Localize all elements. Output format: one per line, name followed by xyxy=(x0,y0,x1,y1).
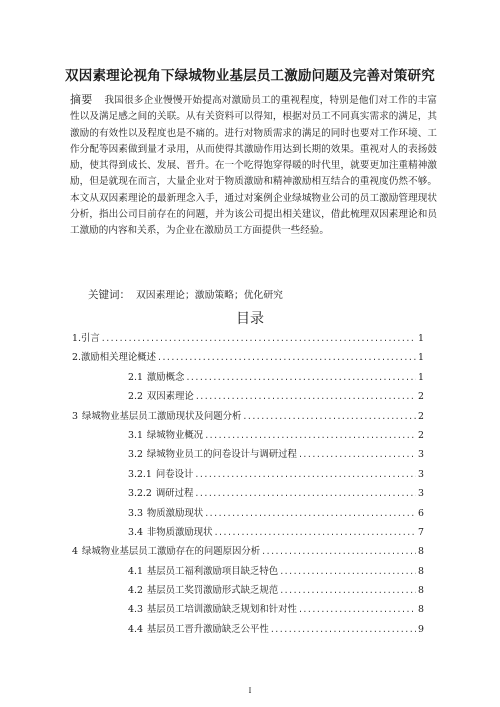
toc-entry-page: 1 xyxy=(418,352,424,364)
toc-entry-title: 绿城物业基层员工激励存在的问题原因分析 xyxy=(81,546,261,558)
toc-entry-number: 3 xyxy=(72,410,78,422)
toc-entry-page: 2 xyxy=(418,391,424,403)
toc-dot-leader xyxy=(196,391,416,402)
toc-entry-title: 调研过程 xyxy=(155,488,194,500)
toc-entry-number: 4.3 xyxy=(128,604,143,616)
toc-entry-title: 双因素理论 xyxy=(146,391,194,403)
toc-entry[interactable] xyxy=(72,446,424,465)
toc-entry-title: 物质激励现状 xyxy=(146,507,204,519)
toc-entry-number: 3.3 xyxy=(128,507,143,519)
toc-entry-number: 2. xyxy=(72,352,81,364)
toc-entry-number: 1. xyxy=(72,333,81,344)
toc-entry-page: 3 xyxy=(418,449,424,461)
toc-entry-title: 基层员工培训激励缺乏规划和针对性 xyxy=(146,604,297,616)
toc-entry-title: 基层员工奖罚激励形式缺乏规范 xyxy=(146,585,279,597)
toc-entry-page: 3 xyxy=(418,488,424,500)
toc-entry-page: 9 xyxy=(418,623,424,635)
toc-entry[interactable] xyxy=(72,369,424,388)
toc-entry[interactable] xyxy=(72,349,424,368)
toc-entry-number: 4.4 xyxy=(128,623,143,635)
abstract-label: 摘要 xyxy=(70,93,93,106)
toc-entry-page: 8 xyxy=(418,565,424,577)
toc-entry-title: 激励概念 xyxy=(146,371,185,383)
toc-entry-page: 8 xyxy=(418,585,424,597)
toc-entry[interactable] xyxy=(72,543,424,562)
toc-entry[interactable] xyxy=(72,388,424,407)
toc-entry[interactable] xyxy=(72,485,424,504)
toc-dot-leader xyxy=(280,566,416,577)
toc-entry-page: 8 xyxy=(418,604,424,616)
toc-entry[interactable] xyxy=(72,427,424,446)
toc-dot-leader xyxy=(205,508,416,519)
toc-entry-number: 3.2 xyxy=(128,449,143,461)
toc-entry-title: 引言 xyxy=(80,333,100,344)
toc-entry-page: 2 xyxy=(418,429,424,441)
abstract xyxy=(70,92,437,240)
toc-dot-leader xyxy=(215,527,416,538)
toc-entry[interactable] xyxy=(72,563,424,582)
toc-dot-leader xyxy=(243,411,416,422)
toc-dot-leader xyxy=(299,604,416,615)
toc-entry-number: 4.2 xyxy=(128,585,143,597)
keywords-label: 关键词： xyxy=(88,289,130,301)
toc-entry-number: 3.1 xyxy=(128,429,143,441)
toc-entry-title: 绿城物业员工的问卷设计与调研过程 xyxy=(146,449,297,461)
toc-entry-page: 3 xyxy=(418,468,424,480)
document-title: 双因素理论视角下绿城物业基层员工激励问题及完善对策研究 xyxy=(65,68,435,84)
toc-entry-number: 3.2.2 xyxy=(128,488,152,500)
toc-dot-leader xyxy=(195,469,416,480)
toc-dot-leader xyxy=(280,585,416,596)
toc-entry-title: 基层员工晋升激励缺乏公平性 xyxy=(146,623,269,635)
toc-entry-page: 2 xyxy=(418,410,424,422)
toc-entry[interactable] xyxy=(72,466,424,485)
toc-entry-page: 1 xyxy=(418,371,424,383)
toc-entry[interactable] xyxy=(72,621,424,640)
keywords-text: 双因素理论；激励策略；优化研究 xyxy=(136,290,283,301)
toc-dot-leader xyxy=(271,624,416,635)
toc-entry[interactable] xyxy=(72,330,424,349)
toc-dot-leader xyxy=(195,488,416,499)
toc-entry-number: 3.2.1 xyxy=(128,468,152,480)
toc-entry-number: 4 xyxy=(72,546,78,558)
toc-entry[interactable] xyxy=(72,582,424,601)
toc-entry-page: 1 xyxy=(418,333,424,344)
toc-entry-title: 非物质激励现状 xyxy=(146,526,213,538)
keywords xyxy=(88,287,283,302)
toc-entry-title: 绿城物业概况 xyxy=(146,429,204,441)
toc-entry-number: 3.4 xyxy=(128,526,143,538)
toc-entry-page: 7 xyxy=(418,526,424,538)
toc-title: 目录 xyxy=(236,311,264,327)
toc-entry[interactable] xyxy=(72,601,424,620)
abstract-text: 我国很多企业慢慢开始提高对激励员工的重视程度，特别是他们对工作的丰富性以及满足感之间的关联。从有关资料可以得知，根据对员工不同真实需求的满足，其激励的有效性以及程度也是不痛的。进行对物质需求的满足的同时也要对工作环境、工作分配等因素做到量才录用，从而使得其激励作用达到长期的效果。重视对人的表扬鼓励，使其得到成长、发展、晋升。在一个吃得饱穿得暖的时代里，就要更加注重精神激励，但是就现在而言，大量企业对于物质激励和精神激励相互结合的重视度仍然不够。本文从双因素理论的最新理念入手，通过对案例企业绿城物业公司的员工激励管理现状分析，指出公司目前存在的问题，并为该公司提出相关建议，借此梳理双因素理论和员工激励的内容和关系，为企业在激励员工方面提供一些经验。 xyxy=(70,95,438,237)
page-number: I xyxy=(248,686,252,695)
toc-entry-number: 2.1 xyxy=(128,371,143,383)
toc-dot-leader xyxy=(102,333,416,344)
toc-entry-title: 问卷设计 xyxy=(155,468,194,480)
toc-entry[interactable] xyxy=(72,408,424,427)
toc-dot-leader xyxy=(205,430,416,441)
toc-entry-page: 6 xyxy=(418,507,424,519)
toc-entry-title: 基层员工福利激励项目缺乏特色 xyxy=(146,565,279,577)
toc-entry-title: 激励相关理论概述 xyxy=(80,352,156,364)
toc-entry[interactable] xyxy=(72,524,424,543)
toc-entry-title: 绿城物业基层员工激励现状及问题分析 xyxy=(81,410,242,422)
toc-dot-leader xyxy=(186,372,416,383)
toc-dot-leader xyxy=(299,449,416,460)
toc-entry-page: 8 xyxy=(418,546,424,558)
toc-entry-number: 4.1 xyxy=(128,565,143,577)
toc-entry[interactable] xyxy=(72,505,424,524)
table-of-contents xyxy=(72,330,424,640)
toc-entry-number: 2.2 xyxy=(128,391,143,403)
toc-dot-leader xyxy=(262,546,416,557)
toc-dot-leader xyxy=(158,352,416,363)
